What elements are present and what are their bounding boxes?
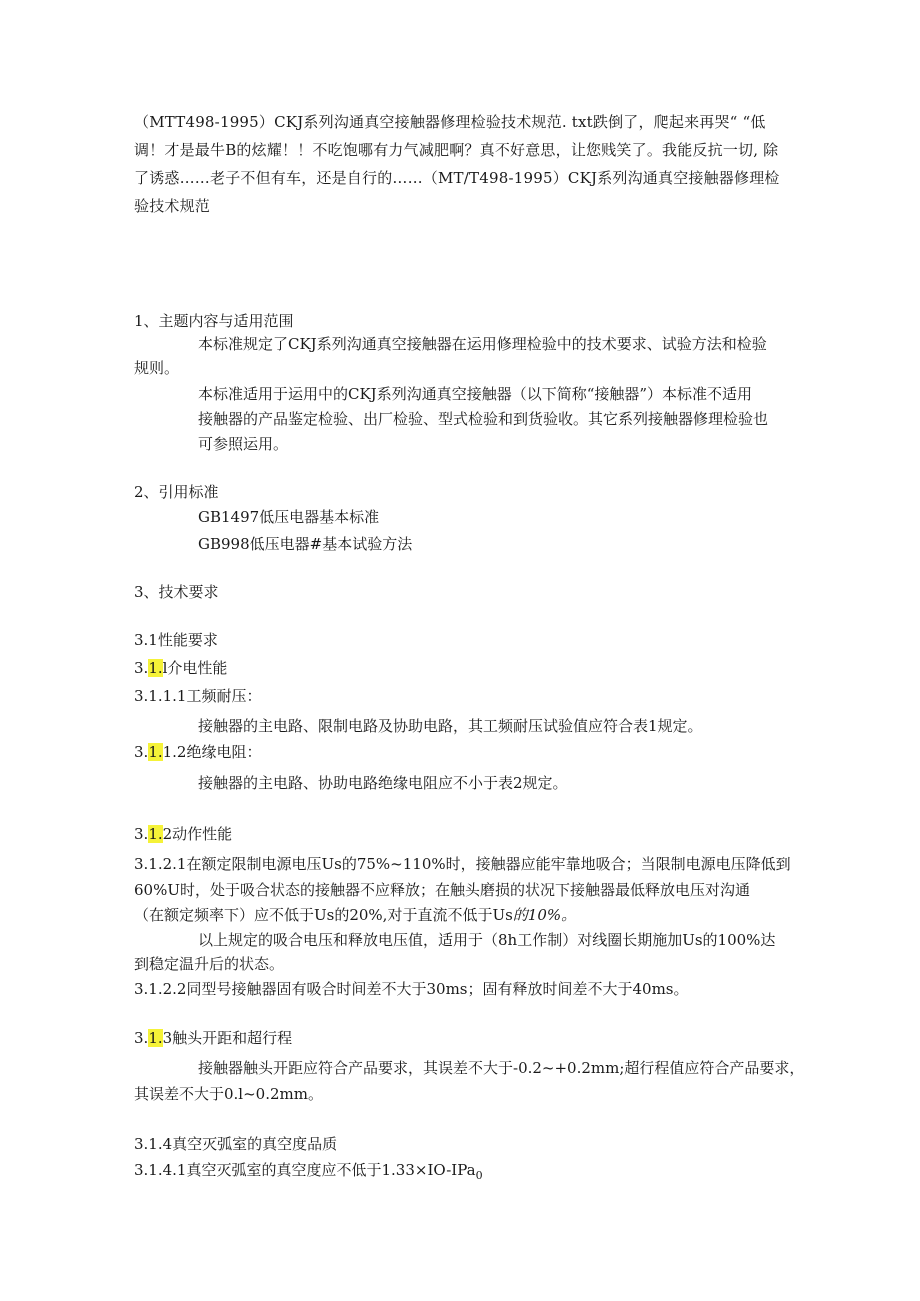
section-3-1-2-1-p2-line2: 到稳定温升后的状态。 bbox=[134, 955, 285, 973]
section-3-1-3-heading bbox=[134, 1028, 292, 1048]
section-3-1-3-line1: 接触器触头开距应符合产品要求，其误差不大于-0.2~+0.2mm;超行程值应符合产品要求， bbox=[198, 1059, 805, 1077]
section-3-1-2-2: 3.1.2.2同型号接触器固有吸合时间差不大于30ms；固有释放时间差不大于40ms。 bbox=[134, 980, 689, 998]
reference-gb1497: GB1497低压电器基本标准 bbox=[198, 508, 380, 526]
section-1-p2-line1: 本标准适用于运用中的CKJ系列沟通真空接触器（以下简称“接触器”）本标准不适用 bbox=[198, 385, 753, 403]
section-3-1-4-1-subscript: 0 bbox=[475, 1169, 483, 1182]
section-1-heading: 1、主题内容与适用范围 bbox=[134, 312, 294, 330]
section-3-1-1-heading bbox=[134, 658, 227, 678]
section-3-1-3-suffix: 3触头开距和超行程 bbox=[162, 1029, 293, 1047]
section-3-1-3-line2: 其误差不大于0.l~0.2mm。 bbox=[134, 1085, 323, 1103]
section-3-1-2-1-line2: 60%U时，处于吸合状态的接触器不应释放；在触头磨损的状况下接触器最低释放电压对沟通 bbox=[134, 881, 750, 899]
section-3-1-1-prefix: 3. bbox=[134, 659, 149, 677]
intro-paragraph: （MTT498-1995）CKJ系列沟通真空接触器修理检验技术规范. txt跌倒了，爬起来再哭“ “低调！才是最牛B的炫耀！！不吃饱哪有力气减肥啊？真不好意思，让您贱笑了。我能反抗一切, 除了诱惑……老子不但有车，还是自行的……（MT/T498-1995）CKJ系列沟通真空接触器修理检验技术规范 bbox=[134, 113, 780, 215]
section-1-p2-line3: 可参照运用。 bbox=[198, 435, 289, 453]
section-3-1-2-suffix: 2动作性能 bbox=[162, 825, 233, 843]
section-3-1-1-2-body: 接触器的主电路、协助电路绝缘电阻应不小于表2规定。 bbox=[198, 774, 568, 792]
section-3-1-1-suffix: l介电性能 bbox=[162, 659, 228, 677]
section-3-1-1-2-heading bbox=[134, 742, 261, 762]
section-3-1-2-1-line1: 3.1.2.1在额定限制电源电压Us的75%~110%时，接触器应能牢靠地吸合；当限制电源电压降低到 bbox=[134, 855, 791, 873]
section-2-heading: 2、引用标准 bbox=[134, 483, 219, 501]
section-3-1-2-1-line3a: （在额定频率下）应不低于Us的20%,对于直流不低于Us bbox=[134, 906, 513, 924]
section-3-1-heading: 3.1性能要求 bbox=[134, 631, 218, 649]
section-3-1-2-1-line3b: 的10%。 bbox=[512, 906, 577, 924]
highlight-mark: 1. bbox=[148, 1029, 163, 1047]
section-1-p1-line1: 本标准规定了CKJ系列沟通真空接触器在运用修理检验中的技术要求、试验方法和检验 bbox=[198, 335, 767, 353]
section-3-1-4-heading: 3.1.4真空灭弧室的真空度品质 bbox=[134, 1135, 338, 1153]
section-1-p1-line2: 规则。 bbox=[134, 359, 180, 377]
section-3-1-2-heading bbox=[134, 824, 232, 844]
section-3-1-1-2-prefix: 3. bbox=[134, 743, 149, 761]
section-3-1-3-prefix: 3. bbox=[134, 1029, 149, 1047]
highlight-mark: 1. bbox=[148, 743, 163, 761]
section-3-heading: 3、技术要求 bbox=[134, 583, 219, 601]
section-1-p2-line2: 接触器的产品鉴定检验、出厂检验、型式检验和到货验收。其它系列接触器修理检验也 bbox=[198, 410, 769, 428]
highlight-mark: 1. bbox=[148, 825, 163, 843]
section-3-1-2-1-line3 bbox=[134, 905, 576, 925]
section-3-1-4-1-text: 3.1.4.1真空灭弧室的真空度应不低于1.33×IO-IPa bbox=[134, 1161, 476, 1179]
section-3-1-1-1-body: 接触器的主电路、限制电路及协助电路，其工频耐压试验值应符合表1规定。 bbox=[198, 717, 703, 735]
reference-gb998: GB998低压电器#基本试验方法 bbox=[198, 535, 413, 553]
section-3-1-2-prefix: 3. bbox=[134, 825, 149, 843]
highlight-mark: 1. bbox=[148, 659, 163, 677]
section-3-1-2-1-p2-line1: 以上规定的吸合电压和释放电压值，适用于（8h工作制）对线圈长期施加Us的100%达 bbox=[198, 931, 776, 949]
section-3-1-1-1-heading: 3.1.1.1工频耐压： bbox=[134, 687, 262, 705]
section-3-1-1-2-suffix: 1.2绝缘电阻： bbox=[162, 743, 262, 761]
section-3-1-4-1 bbox=[134, 1160, 483, 1186]
